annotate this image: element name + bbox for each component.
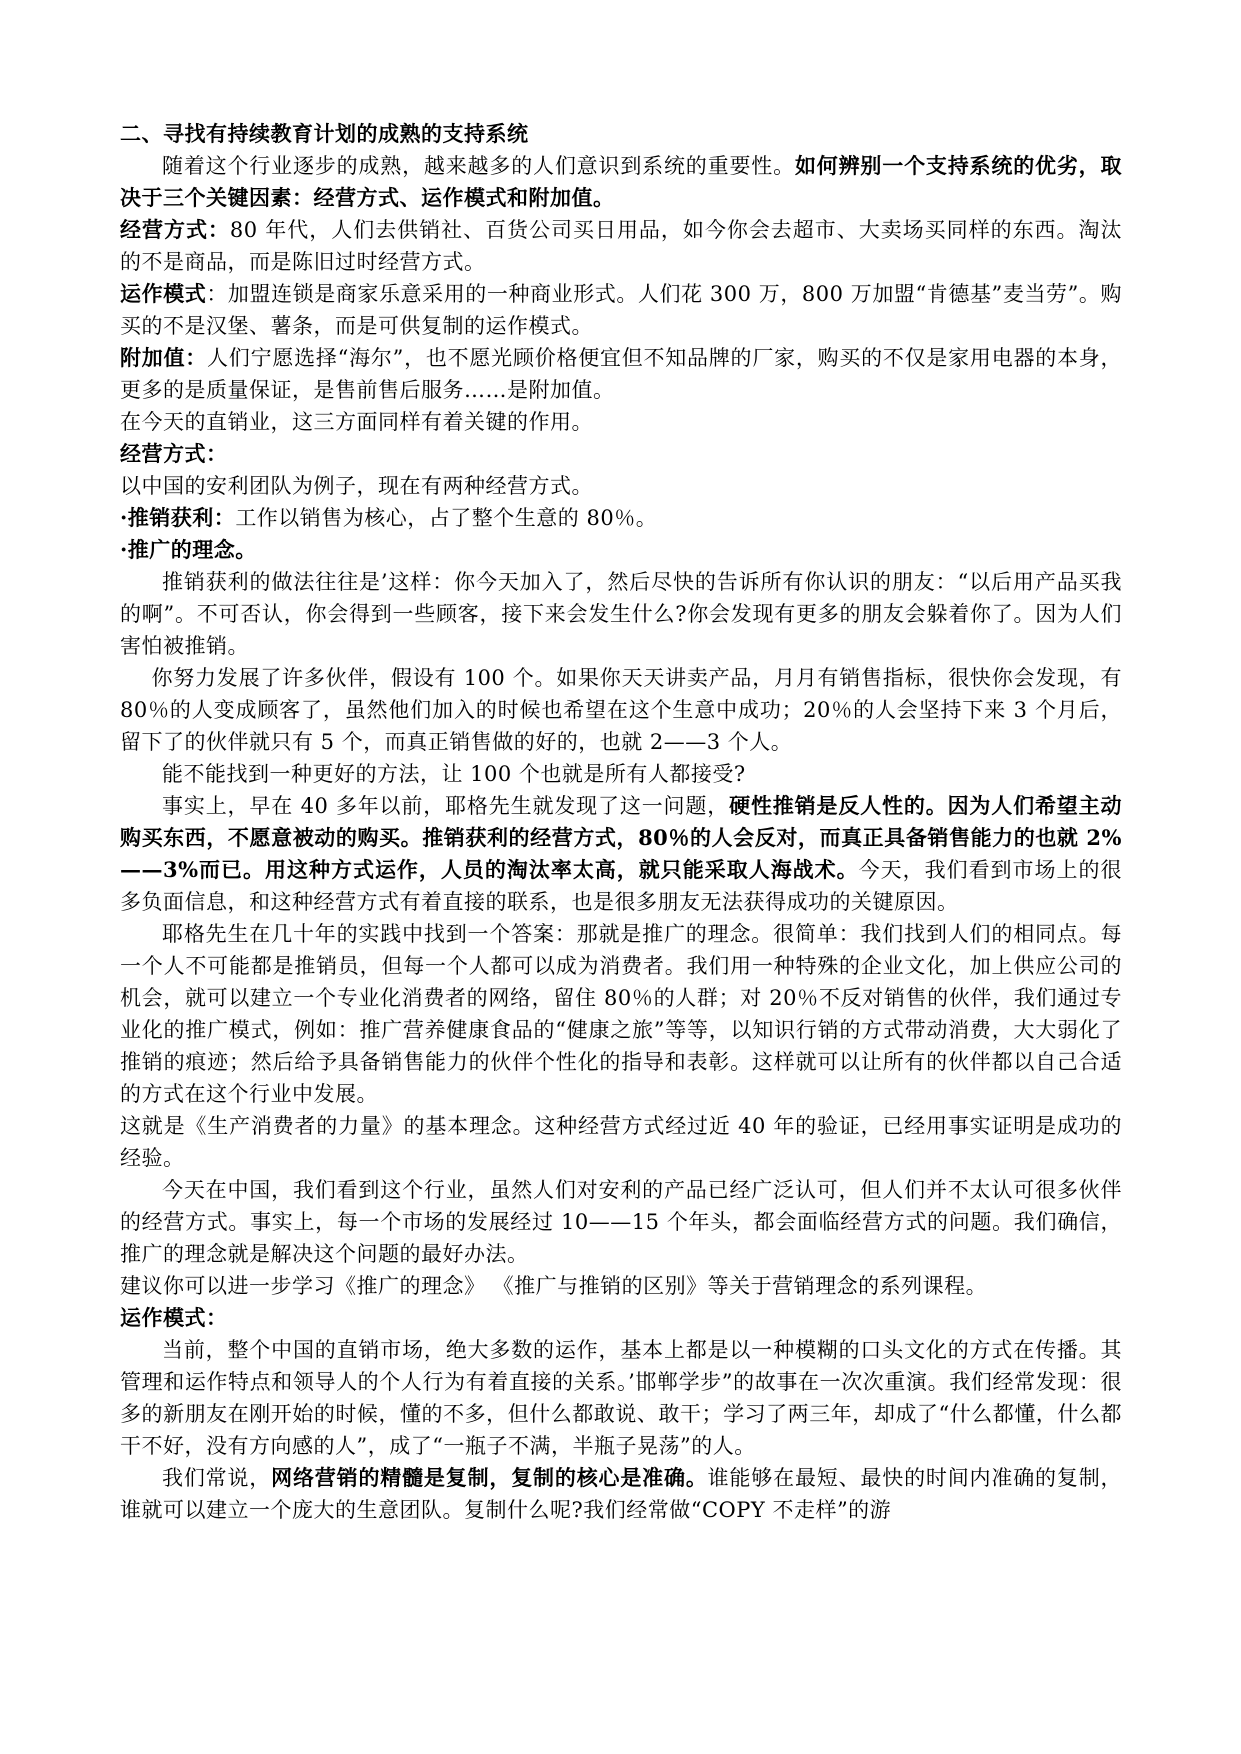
paragraph-sales-practice: 推销获利的做法往往是’这样：你今天加入了，然后尽快的告诉所有你认识的朋友：“以后用产品买我的啊”。不可否认，你会得到一些顾客，接下来会发生什么?你会发现有更多的朋友会躲着你了。因为人们害怕被推销。	[120, 570, 1122, 658]
paragraph-better-method: 能不能找到一种更好的方法，让 100 个也就是所有人都接受?	[162, 762, 746, 786]
paragraph-added-value	[120, 342, 1122, 406]
paragraph-course-suggestion: 建议你可以进一步学习《推广的理念》 《推广与推销的区别》等关于营销理念的系列课程。	[120, 1274, 988, 1298]
business-mode-text: 80 年代，人们去供销社、百货公司买日用品，如今你会去超市、大卖场买同样的东西。淘汰的不是商品，而是陈旧过时经营方式。	[120, 218, 1122, 274]
paragraph-yeager-problem	[120, 790, 1122, 918]
paragraph-partners: 你努力发展了许多伙伴，假设有 100 个。如果你天天讲卖产品，月月有销售指标，很快你会发现，有 80％的人变成顾客了，虽然他们加入的时候也希望在这个生意中成功；20％的人会坚持下来 3 个月后，留下了的伙伴就只有 5 个，而真正销售做的好的，也就 2——3 个人。	[120, 666, 1122, 754]
business-mode-label: 经营方式：	[120, 217, 230, 242]
paragraph-current-market: 当前，整个中国的直销市场，绝大多数的运作，基本上都是以一种模糊的口头文化的方式在传播。其管理和运作特点和领导人的个人行为有着直接的关系。’邯郸学步”的故事在一次次重演。我们经常发现：很多的新朋友在刚开始的时候，懂的不多，但什么都敢说、敢干；学习了两三年，却成了“什么都懂，什么都干不好，没有方向感的人”，成了“一瓶子不满，半瓶子晃荡”的人。	[120, 1338, 1122, 1458]
yeager-text-a: 事实上，早在 40 多年以前，耶格先生就发现了这一问题，	[162, 794, 730, 818]
document-body	[120, 118, 1122, 1526]
paragraph-operation-mode	[120, 278, 1122, 342]
added-value-label: 附加值：	[120, 345, 208, 370]
network-text-c: 谁能够在最短、最快的时间内准确的复制，谁就可以建立一个庞大的生意团队。复制什么呢?我们经常做“COPY 不走样”的游	[120, 1466, 1123, 1522]
paragraph-business-mode	[120, 214, 1122, 278]
section-heading: 二、寻找有持续教育计划的成熟的支持系统	[120, 121, 529, 146]
yeager-bold-text: 硬性推销是反人性的。因为人们希望主动购买东西，不愿意被动的购买。推销获利的经营方式，80％的人会反对，而真正具备销售能力的也就 2%——3%而已。用这种方式运作，人员的淘汰率太高，就只能采取人海战术。	[120, 793, 1122, 882]
paragraph-intro	[120, 150, 1122, 214]
bullet-sales-profit-label: ·推销获利：	[120, 505, 236, 530]
paragraph-prosumer-power: 这就是《生产消费者的力量》的基本理念。这种经营方式经过近 40 年的验证，已经用事实证明是成功的经验。	[120, 1114, 1122, 1170]
paragraph-amway-example: 以中国的安利团队为例子，现在有两种经营方式。	[120, 474, 593, 498]
operation-mode-label: 运作模式	[120, 281, 207, 306]
network-text-a: 我们常说，	[162, 1466, 272, 1490]
intro-text: 随着这个行业逐步的成熟，越来越多的人们意识到系统的重要性。	[162, 154, 795, 178]
subheading-operation-mode: 运作模式：	[120, 1305, 228, 1330]
intro-bold-text: 如何辨别一个支持系统的优劣，取决于三个关键因素：经营方式、运作模式和附加值。	[120, 153, 1123, 210]
added-value-text: 人们宁愿选择“海尔”，也不愿光顾价格便宜但不知品牌的厂家，购买的不仅是家用电器的本身，更多的是质量保证，是售前售后服务……是附加值。	[120, 346, 1122, 402]
bullet-sales-profit-text: 工作以销售为核心，占了整个生意的 80％。	[235, 506, 658, 530]
paragraph-china-today: 今天在中国，我们看到这个行业，虽然人们对安利的产品已经广泛认可，但人们并不太认可很多伙伴的经营方式。事实上，每一个市场的发展经过 10——15 个年头，都会面临经营方式的问题。我们确信，推广的理念就是解决这个问题的最好办法。	[120, 1178, 1122, 1266]
yeager-text-c: 今天，我们看到市场上的很多负面信息，和这种经营方式有着直接的联系，也是很多朋友无法获得成功的关键原因。	[120, 858, 1122, 914]
paragraph-direct-selling: 在今天的直销业，这三方面同样有着关键的作用。	[120, 410, 593, 434]
paragraph-network-marketing	[120, 1462, 1122, 1526]
bullet-sales-profit	[120, 502, 1122, 534]
paragraph-yeager-answer: 耶格先生在几十年的实践中找到一个答案：那就是推广的理念。很简单：我们找到人们的相同点。每一个人不可能都是推销员，但每一个人都可以成为消费者。我们用一种特殊的企业文化，加上供应公司的机会，就可以建立一个专业化消费者的网络，留住 80％的人群；对 20％不反对销售的伙伴，我们通过专业化的推广模式，例如：推广营养健康食品的“健康之旅”等等，以知识行销的方式带动消费，大大弱化了推销的痕迹；然后给予具备销售能力的伙伴个性化的指导和表彰。这样就可以让所有的伙伴都以自己合适的方式在这个行业中发展。	[120, 922, 1122, 1106]
operation-mode-text: ：加盟连锁是商家乐意采用的一种商业形式。人们花 300 万，800 万加盟“肯德基”麦当劳”。购买的不是汉堡、薯条，而是可供复制的运作模式。	[120, 282, 1122, 338]
network-bold-text: 网络营销的精髓是复制，复制的核心是准确。	[271, 1465, 708, 1490]
subheading-business-mode: 经营方式：	[120, 441, 228, 466]
bullet-promotion-concept: ·推广的理念。	[120, 537, 257, 562]
